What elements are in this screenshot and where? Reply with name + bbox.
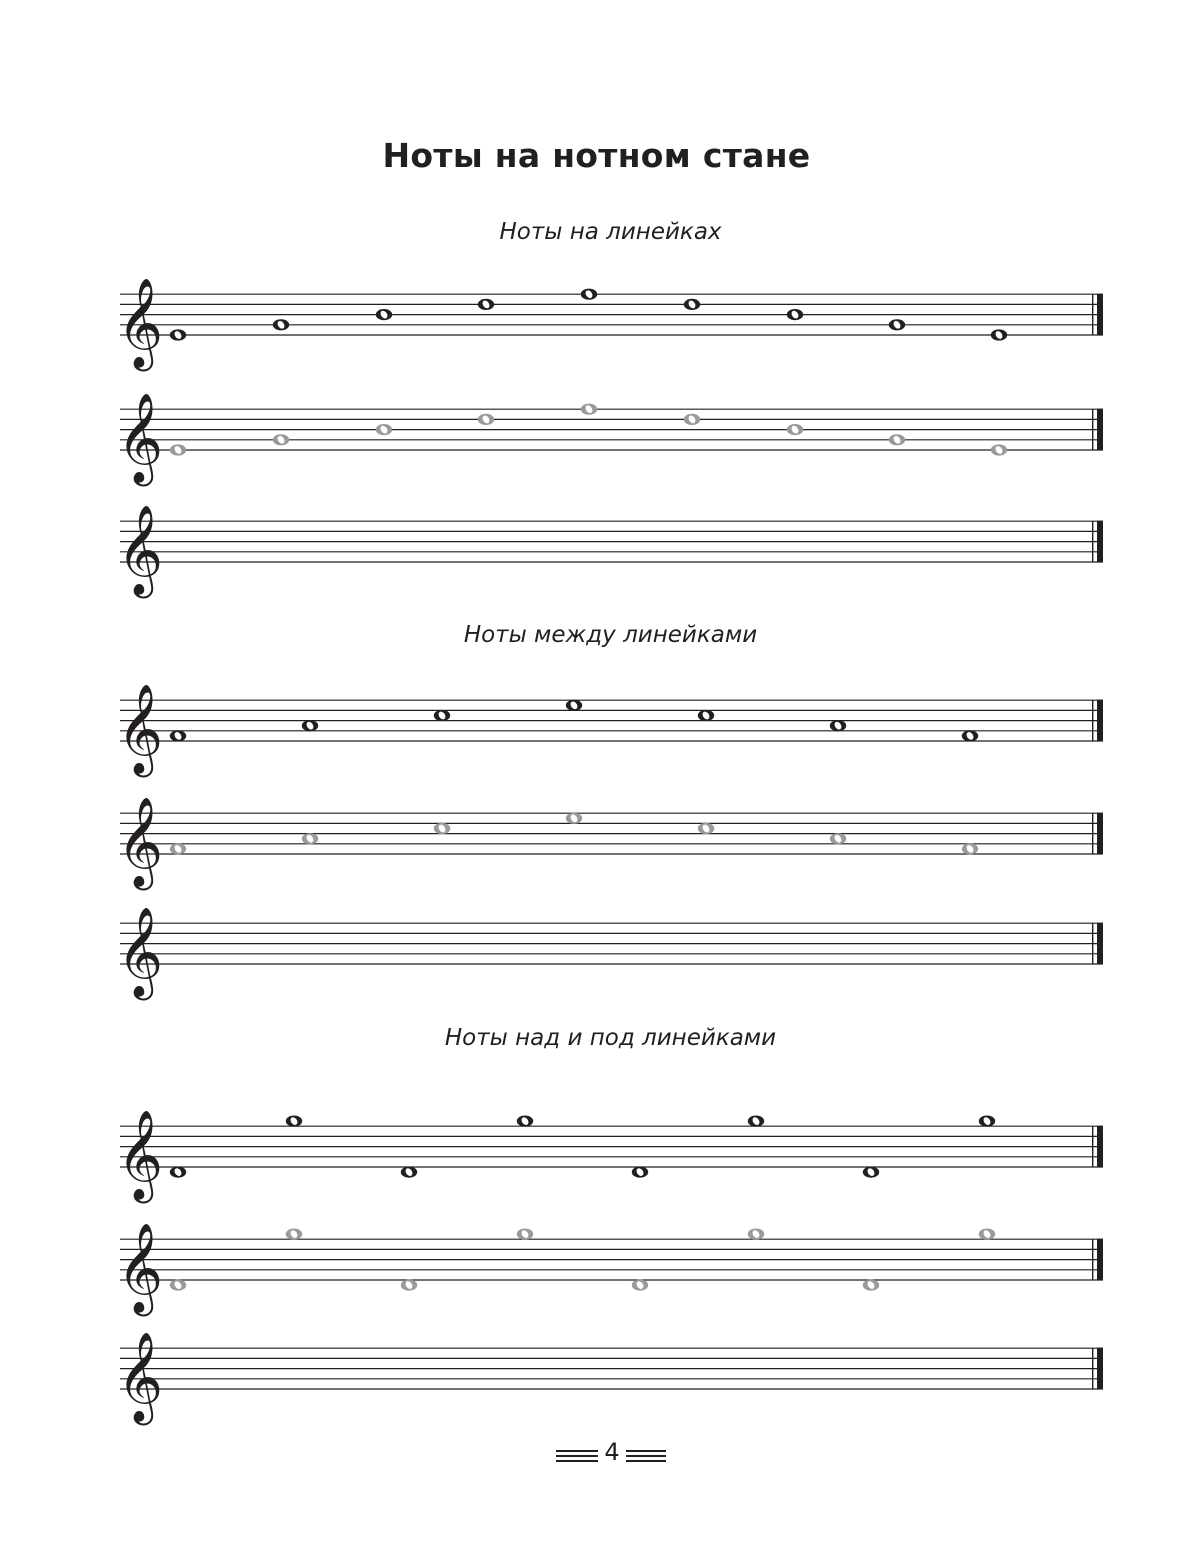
whole-note [787, 309, 803, 320]
footer-rule [626, 1455, 666, 1457]
whole-note [863, 1167, 879, 1178]
treble-clef-icon: 𝄞 [117, 797, 164, 887]
staff-exercise [0, 502, 1193, 622]
whole-note [962, 843, 978, 854]
barline-thick [1097, 521, 1103, 563]
staff-exercise [0, 904, 1193, 1024]
barline-thin [1092, 923, 1093, 964]
whole-note [170, 1280, 186, 1291]
barline-thick [1097, 1239, 1103, 1281]
whole-note [632, 1167, 648, 1178]
whole-note [698, 710, 714, 721]
whole-note [684, 414, 700, 425]
whole-note [566, 813, 582, 824]
barline-thick [1097, 409, 1103, 451]
barline-thin [1092, 1348, 1093, 1389]
whole-note [991, 329, 1007, 340]
page-footer [0, 1438, 1193, 1472]
whole-note [286, 1229, 302, 1240]
barline-thin [1092, 1239, 1093, 1280]
whole-note [434, 823, 450, 834]
barline-thin [1092, 1126, 1093, 1167]
barline-thin [1092, 294, 1093, 335]
whole-note [979, 1229, 995, 1240]
whole-note [170, 843, 186, 854]
whole-note [748, 1229, 764, 1240]
staff-exercise [0, 681, 1193, 801]
whole-note [376, 424, 392, 435]
whole-note [478, 414, 494, 425]
staff-exercise [0, 275, 1193, 395]
footer-rule [556, 1450, 598, 1452]
barline-thin [1092, 521, 1093, 562]
staff-exercise [0, 1329, 1193, 1449]
barline-thin [1092, 700, 1093, 741]
staff-exercise [0, 794, 1193, 914]
whole-note [273, 319, 289, 330]
staff-exercise [0, 1220, 1193, 1340]
whole-note [991, 444, 1007, 455]
whole-note [748, 1116, 764, 1127]
treble-clef-icon: 𝄞 [117, 1223, 164, 1313]
whole-note [170, 730, 186, 741]
whole-note [830, 833, 846, 844]
whole-note [517, 1229, 533, 1240]
whole-note [286, 1116, 302, 1127]
whole-note [632, 1280, 648, 1291]
whole-note [566, 700, 582, 711]
whole-note [302, 720, 318, 731]
footer-rule [626, 1450, 666, 1452]
whole-note [170, 1167, 186, 1178]
whole-note [889, 434, 905, 445]
whole-note [170, 444, 186, 455]
whole-note [581, 404, 597, 415]
whole-note [684, 299, 700, 310]
treble-clef-icon: 𝄞 [117, 278, 164, 368]
barline-thick [1097, 294, 1103, 336]
section-title-between-lines: Ноты между линейками [463, 622, 758, 648]
whole-note [962, 730, 978, 741]
page-title: Ноты на нотном стане [382, 136, 811, 175]
treble-clef-icon: 𝄞 [117, 393, 164, 483]
barline-thick [1097, 923, 1103, 965]
footer-rule [556, 1455, 598, 1457]
treble-clef-icon: 𝄞 [117, 684, 164, 774]
treble-clef-icon: 𝄞 [117, 907, 164, 997]
whole-note [581, 289, 597, 300]
section-title-on-lines: Ноты на линейках [499, 219, 722, 245]
whole-note [863, 1280, 879, 1291]
footer-rule [556, 1460, 598, 1462]
whole-note [401, 1167, 417, 1178]
whole-note [517, 1116, 533, 1127]
whole-note [401, 1280, 417, 1291]
barline-thick [1097, 700, 1103, 742]
barline-thick [1097, 1348, 1103, 1390]
whole-note [170, 329, 186, 340]
section-title-above-below: Ноты над и под линейками [444, 1025, 777, 1051]
whole-note [979, 1116, 995, 1127]
barline-thin [1092, 813, 1093, 854]
whole-note [376, 309, 392, 320]
staff-exercise [0, 1107, 1193, 1227]
page-number: 4 [604, 1438, 620, 1466]
barline-thin [1092, 409, 1093, 450]
staff-exercise [0, 390, 1193, 510]
whole-note [787, 424, 803, 435]
footer-rule [626, 1460, 666, 1462]
whole-note [434, 710, 450, 721]
whole-note [273, 434, 289, 445]
whole-note [698, 823, 714, 834]
whole-note [830, 720, 846, 731]
barline-thick [1097, 813, 1103, 855]
whole-note [889, 319, 905, 330]
treble-clef-icon: 𝄞 [117, 1332, 164, 1422]
whole-note [478, 299, 494, 310]
treble-clef-icon: 𝄞 [117, 505, 164, 595]
treble-clef-icon: 𝄞 [117, 1110, 164, 1200]
barline-thick [1097, 1126, 1103, 1168]
whole-note [302, 833, 318, 844]
